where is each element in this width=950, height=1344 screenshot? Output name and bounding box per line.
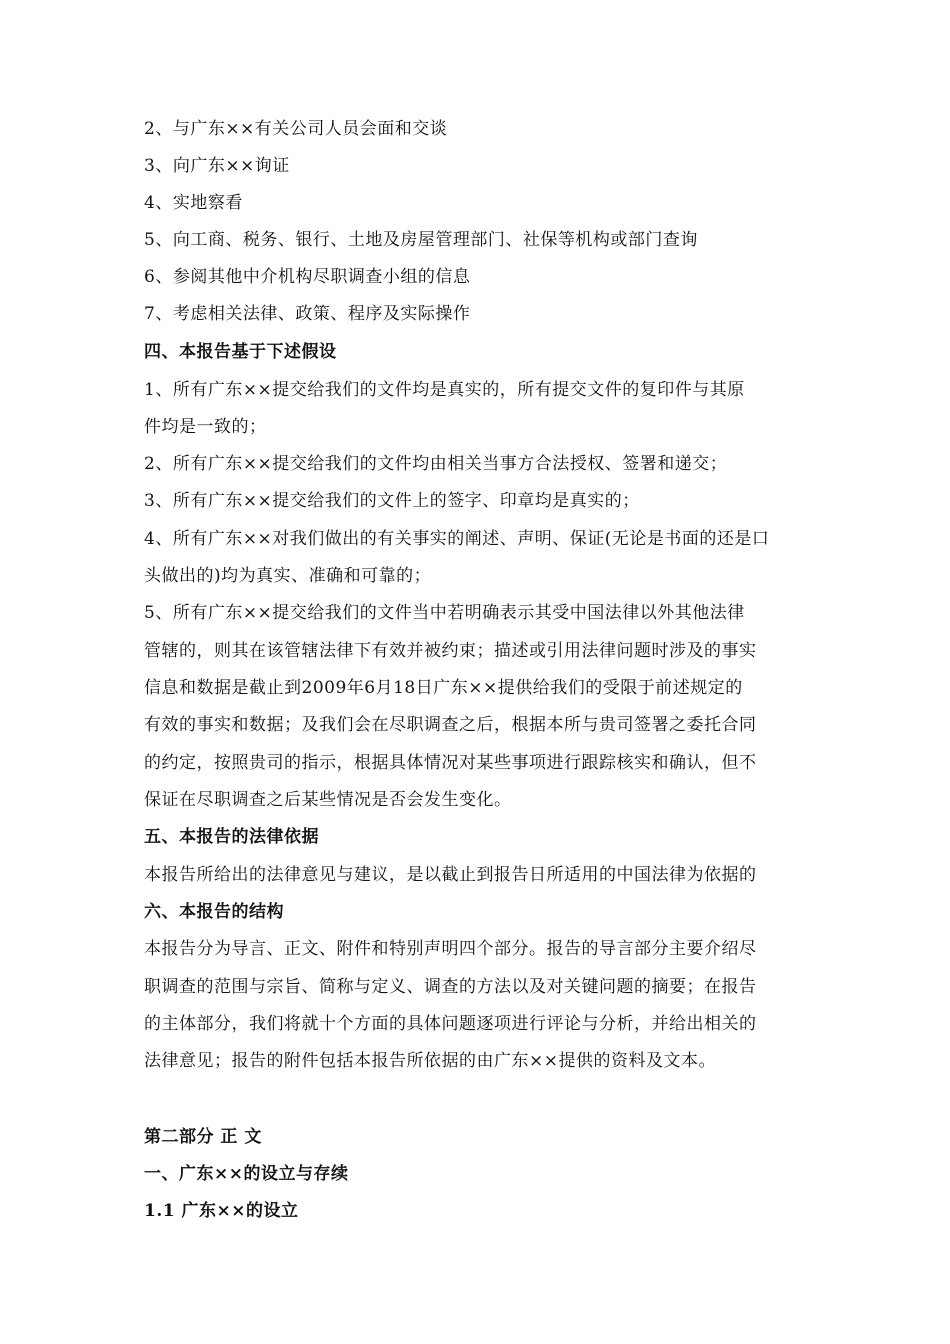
text-line: 头做出的)均为真实、准确和可靠的； xyxy=(144,566,432,586)
text-line: 信息和数据是截止到2009年6月18日广东××提供给我们的受限于前述规定的 xyxy=(144,678,743,698)
text-line: 2、所有广东××提交给我们的文件均由相关当事方合法授权、签署和递交； xyxy=(144,454,728,474)
text-line: 1、所有广东××提交给我们的文件均是真实的，所有提交文件的复印件与其原 xyxy=(144,380,745,400)
text-line: 件均是一致的； xyxy=(144,417,267,437)
text-line: 7、考虑相关法律、政策、程序及实际操作 xyxy=(144,304,471,324)
text-line: 4、实地察看 xyxy=(144,193,243,213)
text-line: 管辖的，则其在该管辖法律下有效并被约束；描述或引用法律问题时涉及的事实 xyxy=(144,641,757,661)
section-heading: 六、本报告的结构 xyxy=(144,902,284,922)
text-line: 有效的事实和数据；及我们会在尽职调查之后，根据本所与贵司签署之委托合同 xyxy=(144,715,757,735)
text-line: 的主体部分，我们将就十个方面的具体问题逐项进行评论与分析，并给出相关的 xyxy=(144,1014,757,1034)
part-heading: 第二部分 正 文 xyxy=(144,1127,262,1147)
section-heading: 四、本报告基于下述假设 xyxy=(144,342,337,362)
text-line: 本报告分为导言、正文、附件和特别声明四个部分。报告的导言部分主要介绍尽 xyxy=(144,939,757,959)
section-heading: 五、本报告的法律依据 xyxy=(144,827,319,847)
section-heading: 一、广东××的设立与存续 xyxy=(144,1164,349,1184)
text-line: 5、所有广东××提交给我们的文件当中若明确表示其受中国法律以外其他法律 xyxy=(144,603,745,623)
text-line: 6、参阅其他中介机构尽职调查小组的信息 xyxy=(144,267,471,287)
text-line: 的约定，按照贵司的指示，根据具体情况对某些事项进行跟踪核实和确认，但不 xyxy=(144,753,757,773)
subsection-heading: 1.1 广东××的设立 xyxy=(144,1201,299,1221)
text-line: 2、与广东××有关公司人员会面和交谈 xyxy=(144,119,448,139)
text-line: 本报告所给出的法律意见与建议，是以截止到报告日所适用的中国法律为依据的 xyxy=(144,865,757,885)
text-line: 5、向工商、税务、银行、土地及房屋管理部门、社保等机构或部门查询 xyxy=(144,230,698,250)
text-line: 4、所有广东××对我们做出的有关事实的阐述、声明、保证(无论是书面的还是口 xyxy=(144,529,770,549)
text-line: 法律意见；报告的附件包括本报告所依据的由广东××提供的资料及文本。 xyxy=(144,1051,716,1071)
text-line: 保证在尽职调查之后某些情况是否会发生变化。 xyxy=(144,790,512,810)
text-line: 职调查的范围与宗旨、简称与定义、调查的方法以及对关键问题的摘要；在报告 xyxy=(144,977,757,997)
text-line: 3、向广东××询证 xyxy=(144,156,290,176)
text-line: 3、所有广东××提交给我们的文件上的签字、印章均是真实的； xyxy=(144,491,640,511)
